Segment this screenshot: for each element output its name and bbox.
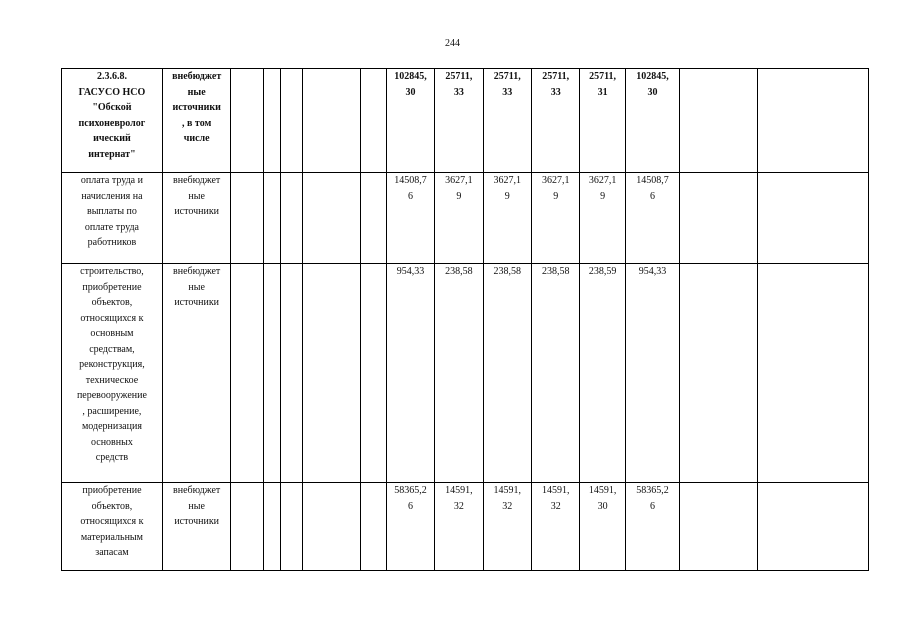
empty-cell bbox=[360, 173, 386, 264]
empty-cell bbox=[280, 173, 302, 264]
empty-cell bbox=[680, 483, 758, 571]
empty-cell bbox=[280, 264, 302, 483]
empty-cell bbox=[680, 264, 758, 483]
value-cell: 58365,2 6 bbox=[625, 483, 679, 571]
empty-cell bbox=[303, 69, 360, 173]
value-cell: 25711, 33 bbox=[531, 69, 579, 173]
value-cell: 238,58 bbox=[483, 264, 531, 483]
value-cell: 14591, 30 bbox=[580, 483, 625, 571]
value-cell: 25711, 31 bbox=[580, 69, 625, 173]
value-cell: 954,33 bbox=[386, 264, 434, 483]
empty-cell bbox=[360, 69, 386, 173]
empty-cell bbox=[280, 69, 302, 173]
funding-source-cell: внебюджет ные источники bbox=[162, 483, 231, 571]
empty-cell bbox=[757, 483, 868, 571]
empty-cell bbox=[757, 173, 868, 264]
value-cell: 238,59 bbox=[580, 264, 625, 483]
value-cell: 14508,7 6 bbox=[386, 173, 434, 264]
empty-cell bbox=[303, 173, 360, 264]
empty-cell bbox=[231, 264, 263, 483]
empty-cell bbox=[757, 264, 868, 483]
funding-source-cell: внебюджет ные источники bbox=[162, 173, 231, 264]
event-name-cell: строительство, приобретение объектов, относящихся к основным средствам, реконструкция, техническое перевооружение , расширение, модернизация основных средств bbox=[62, 264, 163, 483]
empty-cell bbox=[680, 173, 758, 264]
funding-source-cell: внебюджет ные источники bbox=[162, 264, 231, 483]
empty-cell bbox=[231, 483, 263, 571]
table-row bbox=[62, 69, 869, 173]
event-name-cell: 2.3.6.8. ГАСУСО НСО "Обской психоневролог ический интернат" bbox=[62, 69, 163, 173]
value-cell: 954,33 bbox=[625, 264, 679, 483]
value-cell: 3627,1 9 bbox=[483, 173, 531, 264]
value-cell: 238,58 bbox=[435, 264, 483, 483]
value-cell: 3627,1 9 bbox=[580, 173, 625, 264]
table-row bbox=[62, 264, 869, 483]
value-cell: 102845, 30 bbox=[625, 69, 679, 173]
value-cell: 58365,2 6 bbox=[386, 483, 434, 571]
value-cell: 102845, 30 bbox=[386, 69, 434, 173]
empty-cell bbox=[360, 264, 386, 483]
empty-cell bbox=[263, 173, 280, 264]
value-cell: 3627,1 9 bbox=[435, 173, 483, 264]
empty-cell bbox=[757, 69, 868, 173]
empty-cell bbox=[263, 69, 280, 173]
value-cell: 238,58 bbox=[531, 264, 579, 483]
event-name-cell: оплата труда и начисления на выплаты по оплате труда работников bbox=[62, 173, 163, 264]
empty-cell bbox=[360, 483, 386, 571]
value-cell: 25711, 33 bbox=[435, 69, 483, 173]
empty-cell bbox=[263, 483, 280, 571]
empty-cell bbox=[263, 264, 280, 483]
table-row bbox=[62, 483, 869, 571]
value-cell: 14591, 32 bbox=[483, 483, 531, 571]
value-cell: 14591, 32 bbox=[531, 483, 579, 571]
value-cell: 14591, 32 bbox=[435, 483, 483, 571]
empty-cell bbox=[303, 264, 360, 483]
empty-cell bbox=[680, 69, 758, 173]
empty-cell bbox=[280, 483, 302, 571]
value-cell: 3627,1 9 bbox=[531, 173, 579, 264]
value-cell: 14508,7 6 bbox=[625, 173, 679, 264]
budget-table bbox=[61, 68, 869, 571]
page-number: 244 bbox=[445, 38, 460, 49]
empty-cell bbox=[231, 69, 263, 173]
empty-cell bbox=[303, 483, 360, 571]
value-cell: 25711, 33 bbox=[483, 69, 531, 173]
funding-source-cell: внебюджет ные источники , в том числе bbox=[162, 69, 231, 173]
empty-cell bbox=[231, 173, 263, 264]
event-name-cell: приобретение объектов, относящихся к материальным запасам bbox=[62, 483, 163, 571]
table-row bbox=[62, 173, 869, 264]
